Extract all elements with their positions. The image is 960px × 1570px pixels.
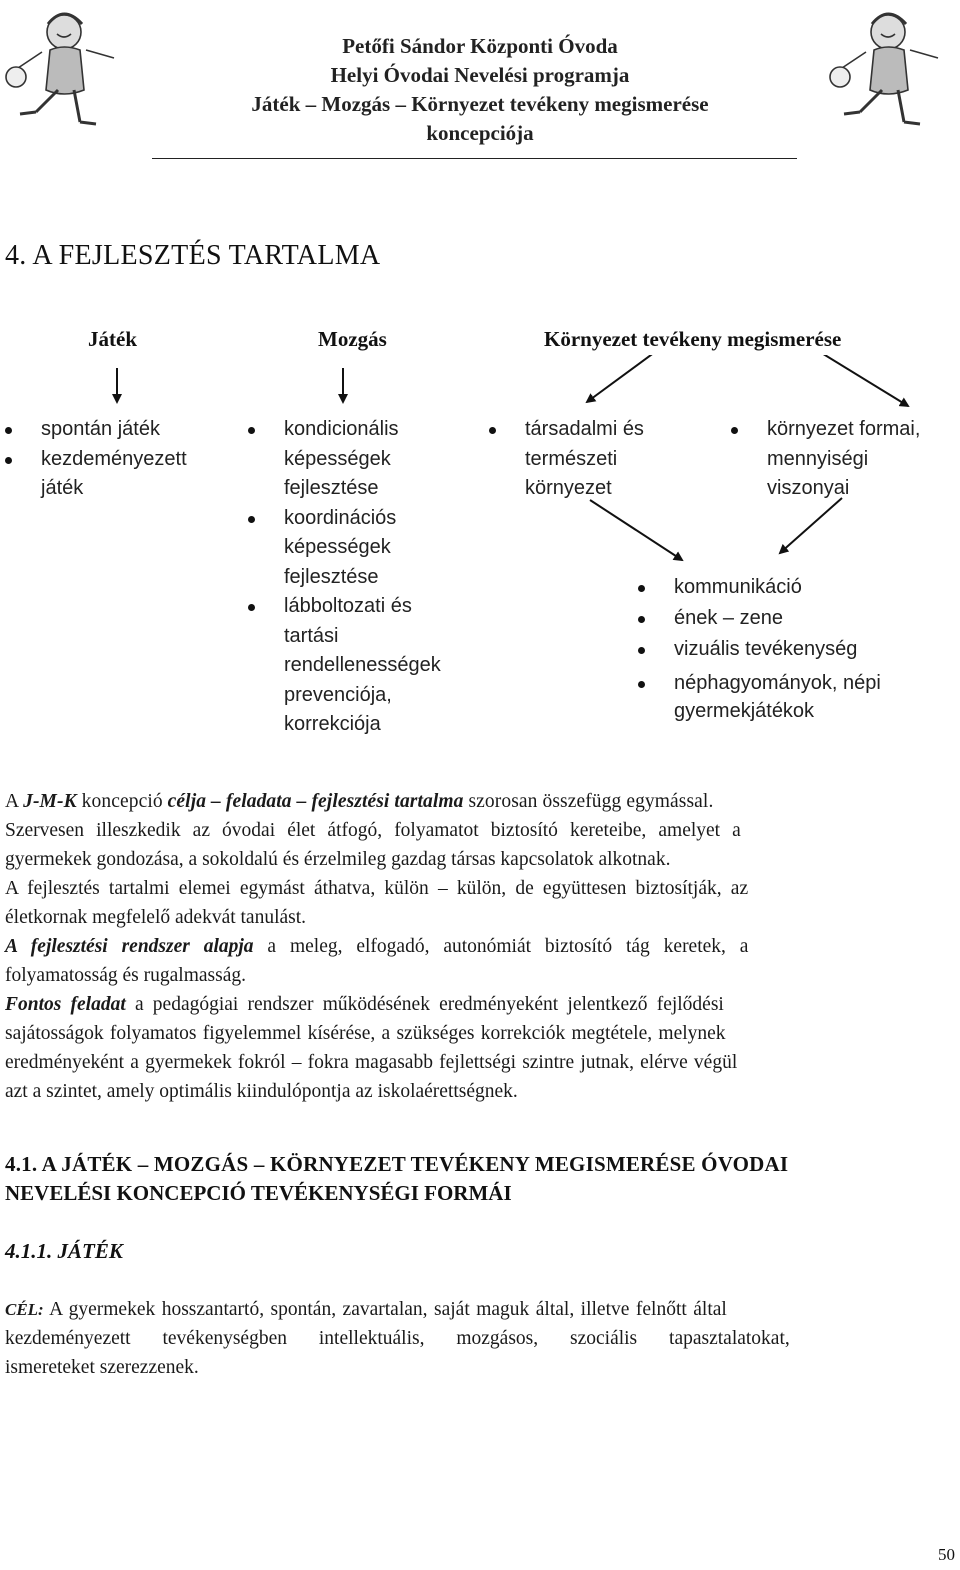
subsubsection-title: 4.1.1. JÁTÉK xyxy=(5,1239,123,1263)
header-divider xyxy=(152,158,797,159)
header-institution: Petőfi Sándor Központi Óvoda xyxy=(342,34,618,58)
list-item-cont: fejlesztése xyxy=(284,565,379,588)
list-item: kezdeményezett xyxy=(41,445,187,475)
bullet-icon xyxy=(248,427,255,434)
list-item-cont: gyermekjátékok xyxy=(674,700,815,722)
paragraph-line: azt a szintet, amely optimális kiindulópontja az iskolaérettségnek. xyxy=(5,1081,518,1102)
header-program: Helyi Óvodai Nevelési programja xyxy=(330,63,630,87)
list-item-cont: fejlesztése xyxy=(284,477,379,499)
document-header xyxy=(150,32,810,148)
list-item: kondicionális xyxy=(284,415,441,445)
paragraph-line: eredményeként a gyermekek fokról – fokra magasabb fejlettségi szintre jutnak, elérve végül xyxy=(5,1052,738,1073)
column-jatek: Játék xyxy=(88,327,137,351)
paragraph-line: kezdeményezett tevékenységben intellektuális, mozgásos, szociális tapasztalatokat, xyxy=(5,1328,790,1349)
list-item: környezet formai, xyxy=(767,415,920,445)
list-item: néphagyományok, népi xyxy=(674,668,881,699)
list-item: spontán játék xyxy=(41,415,187,445)
bullet-icon xyxy=(638,585,645,592)
kindergarten-logo-right xyxy=(818,2,958,132)
kornyezet-formai-list xyxy=(767,415,920,504)
list-item-cont: tartási xyxy=(284,624,339,647)
arrow-to-bottom-left xyxy=(590,500,682,560)
header-concept: Játék – Mozgás – Környezet tevékeny megismerése xyxy=(251,92,709,116)
bullet-icon xyxy=(489,427,496,434)
list-item: lábboltozati és xyxy=(284,592,441,622)
list-item: koordinációs xyxy=(284,504,441,534)
goal-label: CÉL: xyxy=(5,1300,44,1319)
list-item-cont: viszonyai xyxy=(767,477,850,499)
bullet-icon xyxy=(731,427,738,434)
list-item-cont: természeti xyxy=(525,447,618,470)
list-item-cont: játék xyxy=(41,477,84,499)
section-title: 4. A FEJLESZTÉS TARTALMA xyxy=(5,240,381,271)
column-kornyezet: Környezet tevékeny megismerése xyxy=(544,327,842,351)
list-item: vizuális tevékenység xyxy=(674,634,881,665)
activity-list xyxy=(674,572,881,727)
list-item-cont: rendellenességek xyxy=(284,654,441,676)
list-item-cont: prevenciója, xyxy=(284,683,392,706)
paragraph-line: A fejlesztés tartalmi elemei egymást áthatva, külön – külön, de együttesen biztosítják, az xyxy=(5,878,749,899)
list-item-cont: mennyiségi xyxy=(767,447,869,470)
bullet-icon xyxy=(5,427,12,434)
list-item-cont: képességek xyxy=(284,536,391,558)
arrow-to-bottom-right xyxy=(780,498,842,553)
jatek-list xyxy=(41,415,187,504)
paragraph-line: Szervesen illeszkedik az óvodai élet átfogó, folyamatot biztosító kereteibe, amelyet a xyxy=(5,820,741,841)
paragraph-line: CÉL: A gyermekek hosszantartó, spontán, zavartalan, saját maguk által, illetve felnőtt által xyxy=(5,1299,727,1320)
list-item: kommunikáció xyxy=(674,572,881,603)
bullet-icon xyxy=(5,457,12,464)
header-concept-cont: koncepciója xyxy=(426,121,534,145)
paragraph-line: sajátosságok folyamatos figyelemmel kísérése, a szükséges korrekciók megtétele, melynek xyxy=(5,1023,726,1044)
list-item: társadalmi és xyxy=(525,415,644,445)
subsection-title: 4.1. A JÁTÉK – MOZGÁS – KÖRNYEZET TEVÉKENY MEGISMERÉSE ÓVODAI NEVELÉSI KONCEPCIÓ TEVÉKENYSÉGI FORMÁI xyxy=(5,1152,789,1205)
page-number: 50 xyxy=(938,1545,955,1564)
paragraph-line: életkornak megfelelő adekvát tanulást. xyxy=(5,907,307,928)
bullet-icon xyxy=(638,681,645,688)
paragraph-line: ismereteket szerezzenek. xyxy=(5,1357,199,1378)
list-item-cont: korrekciója xyxy=(284,713,381,735)
body-paragraph xyxy=(5,787,955,1106)
paragraph-line: gyermekek gondozása, a sokoldalú és érzelmileg gazdag társas kapcsolatok alkotnak. xyxy=(5,849,671,870)
mozgas-list xyxy=(284,415,441,740)
paragraph-line: folyamatosság és rugalmasság. xyxy=(5,965,246,986)
bullet-icon xyxy=(638,647,645,654)
arrow-kornyezet-left xyxy=(587,355,655,402)
kindergarten-logo-left xyxy=(2,2,142,132)
paragraph-line: A J-M-K koncepció célja – feladata – fejlesztési tartalma szorosan összefügg egymással. xyxy=(5,791,714,812)
bullet-icon xyxy=(248,516,255,523)
bullet-icon xyxy=(638,616,645,623)
list-item: ének – zene xyxy=(674,603,881,634)
arrow-kornyezet-right xyxy=(820,355,908,406)
paragraph-line: Fontos feladat a pedagógiai rendszer működésének eredményeként jelentkező fejlődési xyxy=(5,994,724,1015)
paragraph-line: A fejlesztési rendszer alapja a meleg, elfogadó, autonómiát biztosító tág keretek, a xyxy=(5,936,749,957)
column-mozgas: Mozgás xyxy=(318,327,387,351)
bullet-icon xyxy=(248,604,255,611)
list-item-cont: képességek xyxy=(284,447,391,470)
list-item-cont: környezet xyxy=(525,477,612,499)
goal-paragraph xyxy=(5,1295,955,1382)
tarsadalmi-list xyxy=(525,415,644,504)
